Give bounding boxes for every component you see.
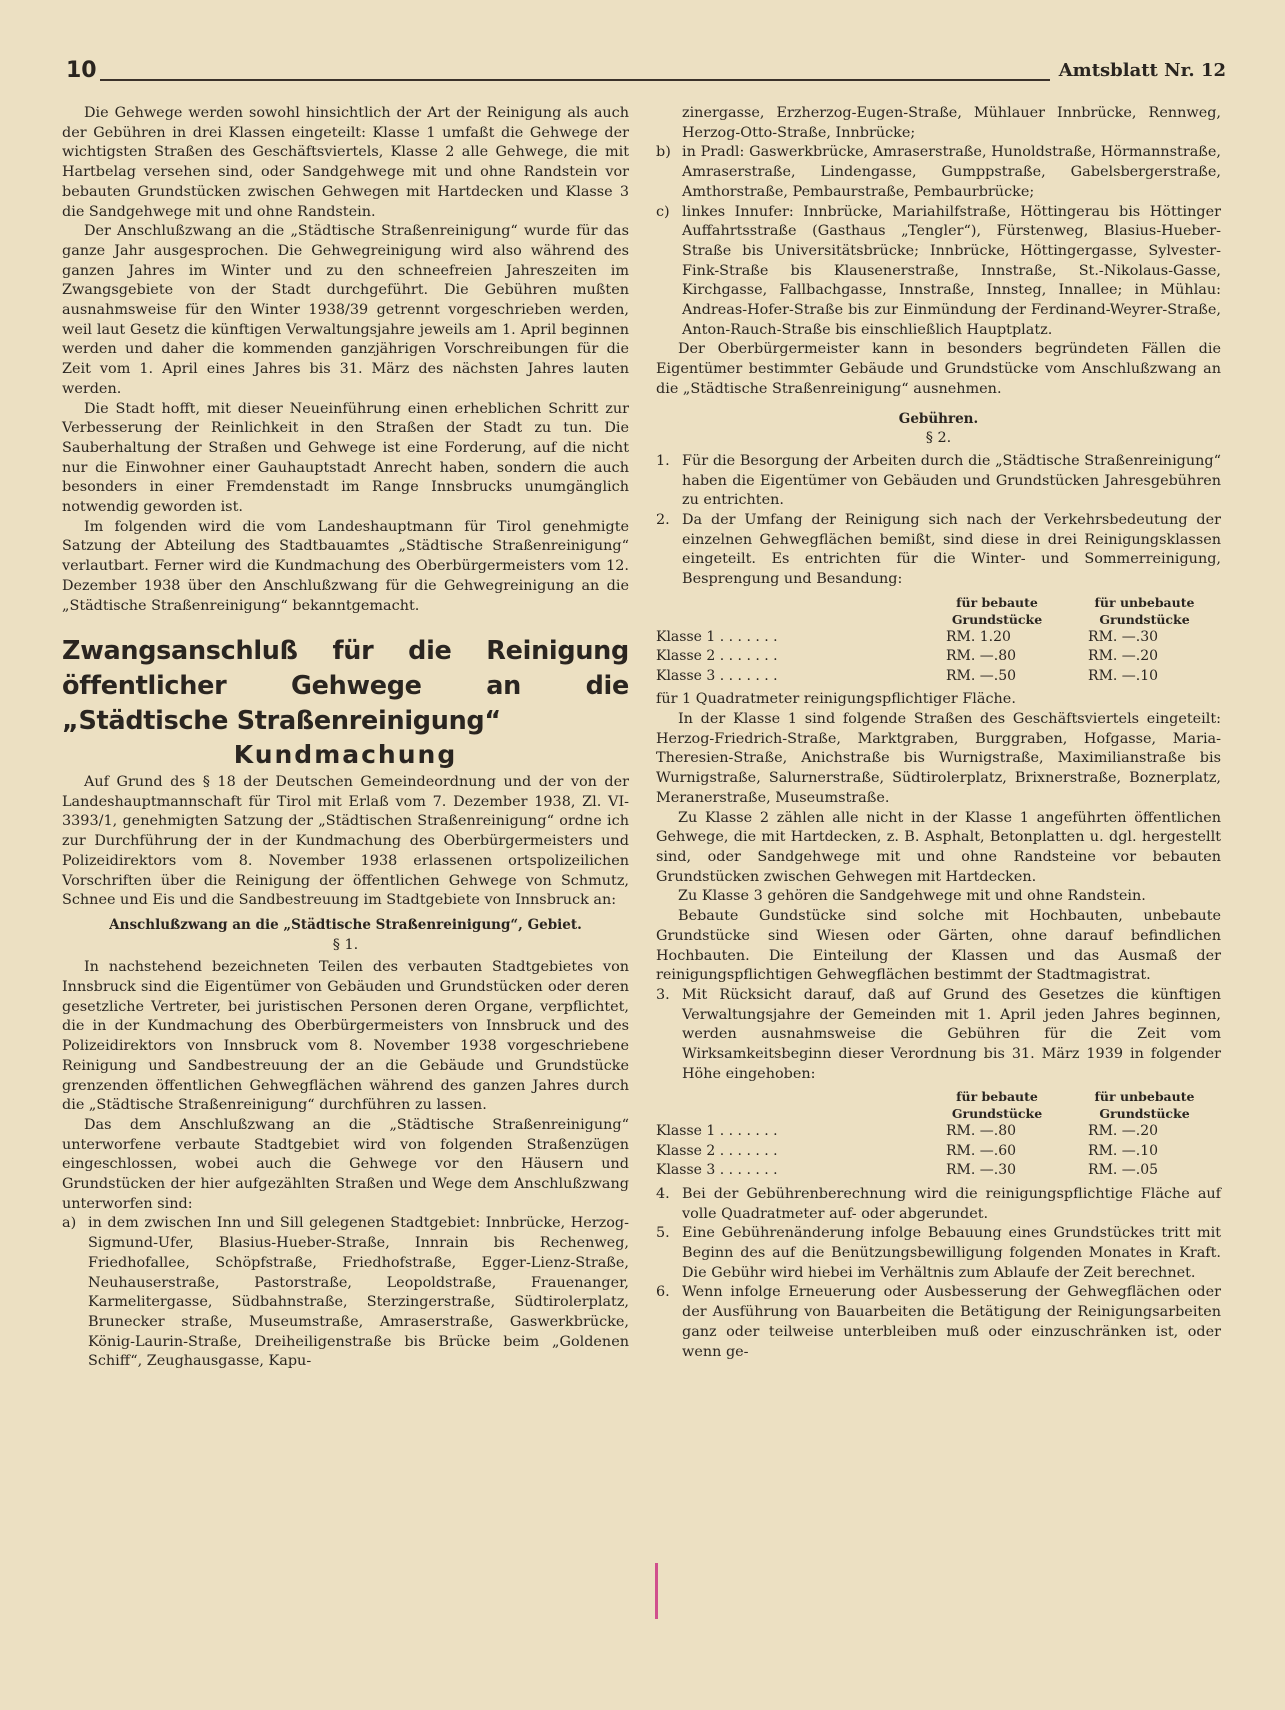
section-number: § 1.	[332, 936, 359, 953]
fee-unbuilt: RM. —.10	[1088, 667, 1159, 684]
fees-section-number: § 2.	[925, 430, 952, 447]
fee-unbuilt: RM. —.30	[1088, 628, 1159, 645]
class-label: Klasse 2 . . . . . . .	[656, 1142, 778, 1159]
point-label: 5.	[656, 1225, 670, 1242]
fee-point-2	[656, 511, 1221, 590]
page-header	[66, 58, 1226, 88]
fee-built: RM. —.80	[946, 648, 1017, 665]
fee-built: RM. —.60	[946, 1142, 1017, 1159]
decree-paragraph: Auf Grund des § 18 der Deutschen Gemeindeordnung und der von der Landeshauptmannschaft für Tirol mit Erlaß vom 7. Dezember 1938, Zl. VI-3393/1, genehmigten Satzung der „Städtischen Straßenreinigung“ ordne ich zur Durchführung der in der Kundmachung des Oberbürgermeisters und Polizeidirektors vom 8. November 1938 erlassenen ortspolizeilichen Vorschriften über die Reinigung der öffentlichen Gehwege von Schmutz, Schnee und Eis und die Sandbestreuung im Stadtgebiete von Innsbruck an:	[62, 773, 629, 909]
journal-title: Amtsblatt Nr. 12	[1058, 60, 1226, 81]
right-column	[656, 104, 1221, 1362]
class-label: Klasse 2 . . . . . . .	[656, 648, 778, 665]
section-heading: Anschlußzwang an die „Städtische Straßenreinigung“, Gebiet.	[109, 916, 582, 933]
point-label: 3.	[656, 986, 670, 1003]
class-description: Bebaute Gundstücke sind solche mit Hochbauten, unbebaute Grundstücke sind Wiesen oder Gärten, ohne darauf befindlichen Hochbauten. Die Einteilung der Klassen und das Ausmaß der reinigungspflichtigen Gehwegflächen bestimmt der Stadtmagistrat.	[656, 908, 1221, 984]
intro-paragraph: Die Gehwege werden sowohl hinsichtlich der Art der Reinigung als auch der Gebühren in drei Klassen eingeteilt: Klasse 1 umfaßt die Gehwege der wichtigsten Straßen des Geschäftsviertels, Klasse 2 alle Gehwege, die mit Hartbelag versehen sind, oder Sandgehwege mit und ohne Randstein vor bebauten Grundstücken zwischen Gehwegen mit Hartdecken und Klasse 3 die Sandgehwege mit und ohne Randstein.	[62, 105, 629, 220]
point-label: 2.	[656, 512, 670, 529]
class-label: Klasse 1 . . . . . . .	[656, 628, 778, 645]
class-description: Zu Klasse 3 gehören die Sandgehwege mit und ohne Randstein.	[678, 888, 1146, 905]
point-text: Mit Rücksicht darauf, daß auf Grund des Gesetzes die künftigen Verwaltungsjahre der Gemeinden mit 1. April jeden Jahres beginnen, werden ausnahmsweise die Gebühren für die Zeit vom Wirksamkeitsbeginn dieser Verordnung bis 31. März 1939 in folgender Höhe eingehoben:	[682, 986, 1221, 1082]
fees-heading: Gebühren.	[898, 410, 979, 427]
column-header-built: für bebaute Grundstücke	[951, 594, 1043, 627]
fee-built: RM. 1.20	[946, 628, 1011, 645]
fee-point-1	[656, 452, 1221, 511]
item-label: b)	[656, 144, 671, 161]
class-label: Klasse 3 . . . . . . .	[656, 1162, 778, 1179]
fee-point-3	[656, 986, 1221, 1085]
section-paragraph: In nachstehend bezeichneten Teilen des verbauten Stadtgebietes von Innsbruck sind die Eigentümer von Gebäuden und Grundstücken oder deren gesetzliche Vertreter, bei juristischen Personen deren Organe, verpflichtet, die in der Kundmachung des Oberbürgermeisters von Innsbruck und des Polizeidirektors von Innsbruck vom 8. November 1938 vorgeschriebene Reinigung und Sandbestreuung der an die Gebäude und Grundstücke grenzenden öffentlichen Gehwegflächen während des ganzen Jahres durch die „Städtische Straßenreinigung“ durchführen zu lassen.	[62, 959, 629, 1114]
point-label: 6.	[656, 1284, 670, 1301]
class-description: Zu Klasse 2 zählen alle nicht in der Klasse 1 angeführten öffentlichen Gehwege, die mit Hartdecken, z. B. Asphalt, Betonplatten u. dgl. hergestellt sind, oder Sandgehwege mit und ohne Randsteine vor bebauten Grundstücken zwischen Gehwegen mit Hartdecken.	[656, 809, 1221, 885]
fee-table-header	[656, 1088, 1221, 1122]
page-number: 10	[66, 58, 97, 83]
fee-table-transitional	[656, 1088, 1221, 1181]
point-label: 1.	[656, 452, 670, 469]
street-list-item-a	[62, 1214, 629, 1372]
intro-paragraph: Der Anschlußzwang an die „Städtische Straßenreinigung“ wurde für das ganze Jahr ausgesprochen. Die Gehwegreinigung wird also während des ganzen Jahres im Winter und zu den schneefreien Jahreszeiten im Zwangsgebiete von der Stadt durchgeführt. Die Gebühren mußten ausnahmsweise für den Winter 1938/39 getrennt vorgeschrieben werden, weil laut Gesetz die künftigen Verwaltungsjahre jeweils am 1. April beginnen werden und daher die kommenden ganzjährigen Vorschreibungen für die Zeit vom 1. April eines Jahres bis 31. März des nächsten Jahres lauten werden.	[62, 223, 629, 397]
margin-highlight-mark	[655, 1563, 658, 1619]
point-text: Bei der Gebührenberechnung wird die reinigungspflichtige Fläche auf volle Quadratmeter auf- oder abgerundet.	[682, 1185, 1221, 1222]
article-headline: Zwangsanschluß für die Reinigung öffentlicher Gehwege an die „Städtische Straßenreinigung“	[62, 636, 629, 737]
fee-row	[656, 647, 1221, 667]
street-list-item-c	[656, 203, 1221, 341]
fee-unbuilt: RM. —.10	[1088, 1142, 1159, 1159]
fee-point-4	[656, 1185, 1221, 1224]
fee-row	[656, 667, 1221, 687]
item-label: a)	[62, 1215, 77, 1232]
class-label: Klasse 1 . . . . . . .	[656, 1123, 778, 1140]
fee-unbuilt: RM. —.20	[1088, 1123, 1159, 1140]
point-text: Wenn infolge Erneuerung oder Ausbesserung der Gehwegflächen oder der Ausführung von Bauarbeiten die Betätigung der Reinigungsarbeiten ganz oder teilweise unterbleiben muß oder einzuschränken ist, oder wenn ge-	[682, 1284, 1221, 1360]
column-header-unbuilt: für unbebaute Grundstücke	[1094, 594, 1195, 627]
fee-row	[656, 1161, 1221, 1181]
fee-built: RM. —.30	[946, 1162, 1017, 1179]
fee-unbuilt: RM. —.20	[1088, 648, 1159, 665]
item-text: linkes Innufer: Innbrücke, Mariahilfstraße, Höttingerau bis Höttinger Auffahrtsstraße (Gasthaus „Tengler“), Fürstenweg, Blasius-Hueber-Straße bis Universitätsbrücke; Innbrücke, Höttingergasse, Sylvester-Fink-Straße bis Klausenerstraße, Innstraße, St.-Nikolaus-Gasse, Kirchgasse, Fallbachgasse, Innstraße, Innsteg, Innallee; in Mühlau: Andreas-Hofer-Straße bis zur Einmündung der Ferdinand-Weyrer-Straße, Anton-Rauch-Straße bis einschließlich Hauptplatz.	[682, 203, 1221, 338]
column-header-unbuilt: für unbebaute Grundstücke	[1094, 1089, 1195, 1122]
per-unit-note: für 1 Quadratmeter reinigungspflichtiger Fläche.	[656, 691, 1016, 708]
article-subheadline: Kundmachung	[233, 740, 458, 770]
point-text: Da der Umfang der Reinigung sich nach der Verkehrsbedeutung der einzelnen Gehwegflächen bemißt, sind diese in drei Reinigungsklassen eingeteilt. Es entrichten für die Winter- und Sommerreinigung, Besprengung und Besandung:	[682, 512, 1221, 588]
point-text: Für die Besorgung der Arbeiten durch die „Städtische Straßenreinigung“ haben die Eigentümer von Gebäuden und Grundstücken Jahresgebühren zu entrichten.	[682, 452, 1221, 509]
point-text: Eine Gebührenänderung infolge Bebauung eines Grundstückes tritt mit Beginn des auf die Benützungsbewilligung folgenden Monates in Kraft. Die Gebühr wird hiebei im Verhältnis zum Ablaufe der Zeit berechnet.	[682, 1225, 1221, 1281]
column-header-built: für bebaute Grundstücke	[951, 1089, 1043, 1122]
item-text: zinergasse, Erzherzog-Eugen-Straße, Mühlauer Innbrücke, Rennweg, Herzog-Otto-Straße, Innbrücke;	[682, 105, 1221, 141]
fee-row	[656, 1122, 1221, 1142]
fee-table-annual	[656, 594, 1221, 687]
intro-paragraph: Im folgenden wird die vom Landeshauptmann für Tirol genehmigte Satzung der Abteilung des Stadtbauamtes „Städtische Straßenreinigung“ verlautbart. Ferner wird die Kundmachung des Oberbürgermeisters vom 12. Dezember 1938 über den Anschlußzwang für die Gehwegreinigung an die „Städtische Straßenreinigung“ bekanntgemacht.	[62, 518, 629, 614]
fee-row	[656, 1142, 1221, 1162]
item-text: in dem zwischen Inn und Sill gelegenen Stadtgebiet: Innbrücke, Herzog-Sigmund-Ufer, Blasius-Hueber-Straße, Innrain bis Rechenweg, Friedhofallee, Schöpfstraße, Friedhofstraße, Egger-Lienz-Straße, Neuhauserstraße, Pastorstraße, Leopoldstraße, Frauenanger, Karmelitergasse, Südbahnstraße, Sterzingerstraße, Südtirolerplatz, Brunecker straße, Museumstraße, Amraserstraße, Gaswerkbrücke, König-Laurin-Straße, Dreiheiligenstraße bis Brücke beim „Goldenen Schiff“, Zeughausgasse, Kapu-	[88, 1215, 629, 1370]
left-column	[62, 104, 629, 1372]
fee-unbuilt: RM. —.05	[1088, 1162, 1159, 1179]
fee-table-header	[656, 594, 1221, 628]
fee-row	[656, 628, 1221, 648]
street-list-item-b	[656, 143, 1221, 202]
class-label: Klasse 3 . . . . . . .	[656, 667, 778, 684]
street-list-item-a-continued	[656, 104, 1221, 143]
class-description: In der Klasse 1 sind folgende Straßen des Geschäftsviertels eingeteilt: Herzog-Friedrich-Straße, Marktgraben, Burggraben, Hofgasse, Maria-Theresien-Straße, Anichstraße bis Wurnigstraße, Maximilianstraße bis Wurnigstraße, Salurnerstraße, Südtirolerplatz, Brixnerstraße, Boznerplatz, Meranerstraße, Museumstraße.	[656, 711, 1221, 806]
header-rule	[100, 79, 1050, 81]
fee-built: RM. —.80	[946, 1123, 1017, 1140]
intro-paragraph: Die Stadt hofft, mit dieser Neueinführung einen erheblichen Schritt zur Verbesserung der Reinlichkeit in den Straßen der Stadt zu tun. Die Sauberhaltung der Straßen und Gehwege ist eine Forderung, auf die nicht nur die Einwohner einer Gauhauptstadt Anrecht haben, sondern die auch besonders in einer Fremdenstadt im Range Innsbrucks unumgänglich notwendig geworden ist.	[62, 400, 629, 516]
item-text: in Pradl: Gaswerkbrücke, Amraserstraße, Hunoldstraße, Hörmannstraße, Amraserstraße, Lindengasse, Gumppstraße, Gabelsbergerstraße, Amthorstraße, Pembaurstraße, Pembaurbrücke;	[682, 144, 1221, 200]
point-label: 4.	[656, 1185, 670, 1202]
fee-point-6	[656, 1283, 1221, 1362]
fee-point-5	[656, 1224, 1221, 1283]
fee-built: RM. —.50	[946, 667, 1017, 684]
section-paragraph: Das dem Anschlußzwang an die „Städtische Straßenreinigung“ unterworfene verbaute Stadtgebiet wird von folgenden Straßenzügen eingeschlossen, wobei auch die Gehwege vor den Häusern und Grundstücken der hier aufgezählten Straßen und Wege dem Anschlußzwang unterworfen sind:	[62, 1116, 629, 1212]
exemption-paragraph: Der Oberbürgermeister kann in besonders begründeten Fällen die Eigentümer bestimmter Gebäude und Grundstücke vom Anschlußzwang an die „Städtische Straßenreinigung“ ausnehmen.	[656, 341, 1221, 397]
item-label: c)	[656, 203, 670, 220]
